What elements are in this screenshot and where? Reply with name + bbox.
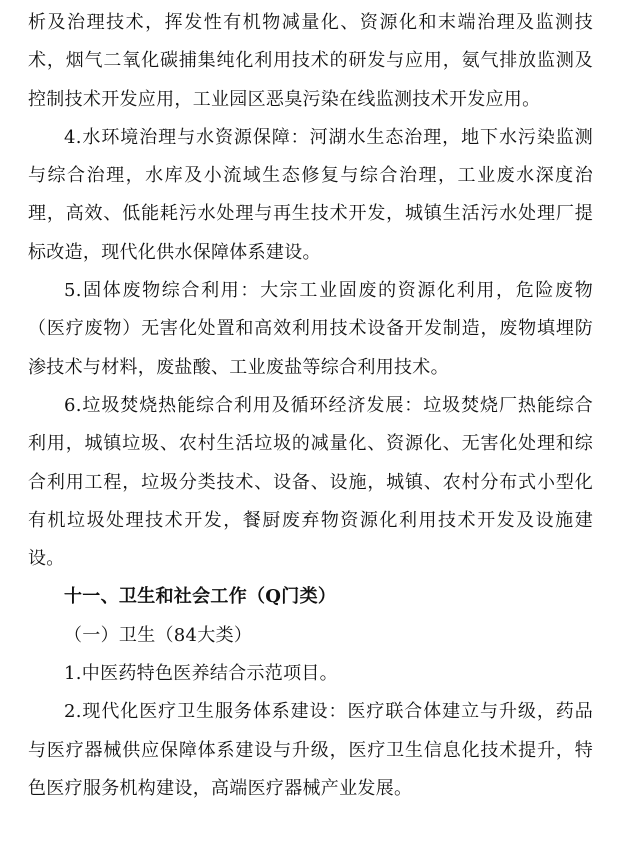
subsection-heading: （一）卫生（84大类） <box>64 624 253 646</box>
paragraph-waste-incineration: 6.垃圾焚烧热能综合利用及循环经济发展：垃圾焚烧厂热能综合利用，城镇垃圾、农村生活垃圾的减量化、资源化、无害化处理和综合利用工程，垃圾分类技术、设备、设施，城镇、农村分布式小型化有机垃圾处理技术开发，餐厨废弃物资源化利用技术开发及设施建设。 <box>28 394 593 570</box>
paragraph-water-environment: 4.水环境治理与水资源保障：河湖水生态治理，地下水污染监测与综合治理，水库及小流域生态修复与综合治理，工业废水深度治理，高效、低能耗污水处理与再生技术开发，城镇生活污水处理厂提标改造，现代化供水保障体系建设。 <box>28 126 593 263</box>
paragraph-item-2: 2.现代化医疗卫生服务体系建设：医疗联合体建立与升级，药品与医疗器械供应保障体系建设与升级，医疗卫生信息化技术提升，特色医疗服务机构建设，高端医疗器械产业发展。 <box>28 701 593 799</box>
paragraph-item-1: 1.中医药特色医养结合示范项目。 <box>64 663 338 685</box>
section-heading: 十一、卫生和社会工作（Q门类） <box>64 586 337 608</box>
paragraph-continuation: 析及治理技术，挥发性有机物减量化、资源化和末端治理及监测技术，烟气二氧化碳捕集纯化利用技术的研发与应用，氨气排放监测及控制技术开发应用，工业园区恶臭污染在线监测技术开发应用。 <box>28 12 593 110</box>
paragraph-solid-waste: 5.固体废物综合利用：大宗工业固废的资源化利用，危险废物（医疗废物）无害化处置和高效利用技术设备开发制造，废物填埋防渗技术与材料，废盐酸、工业废盐等综合利用技术。 <box>28 280 593 378</box>
